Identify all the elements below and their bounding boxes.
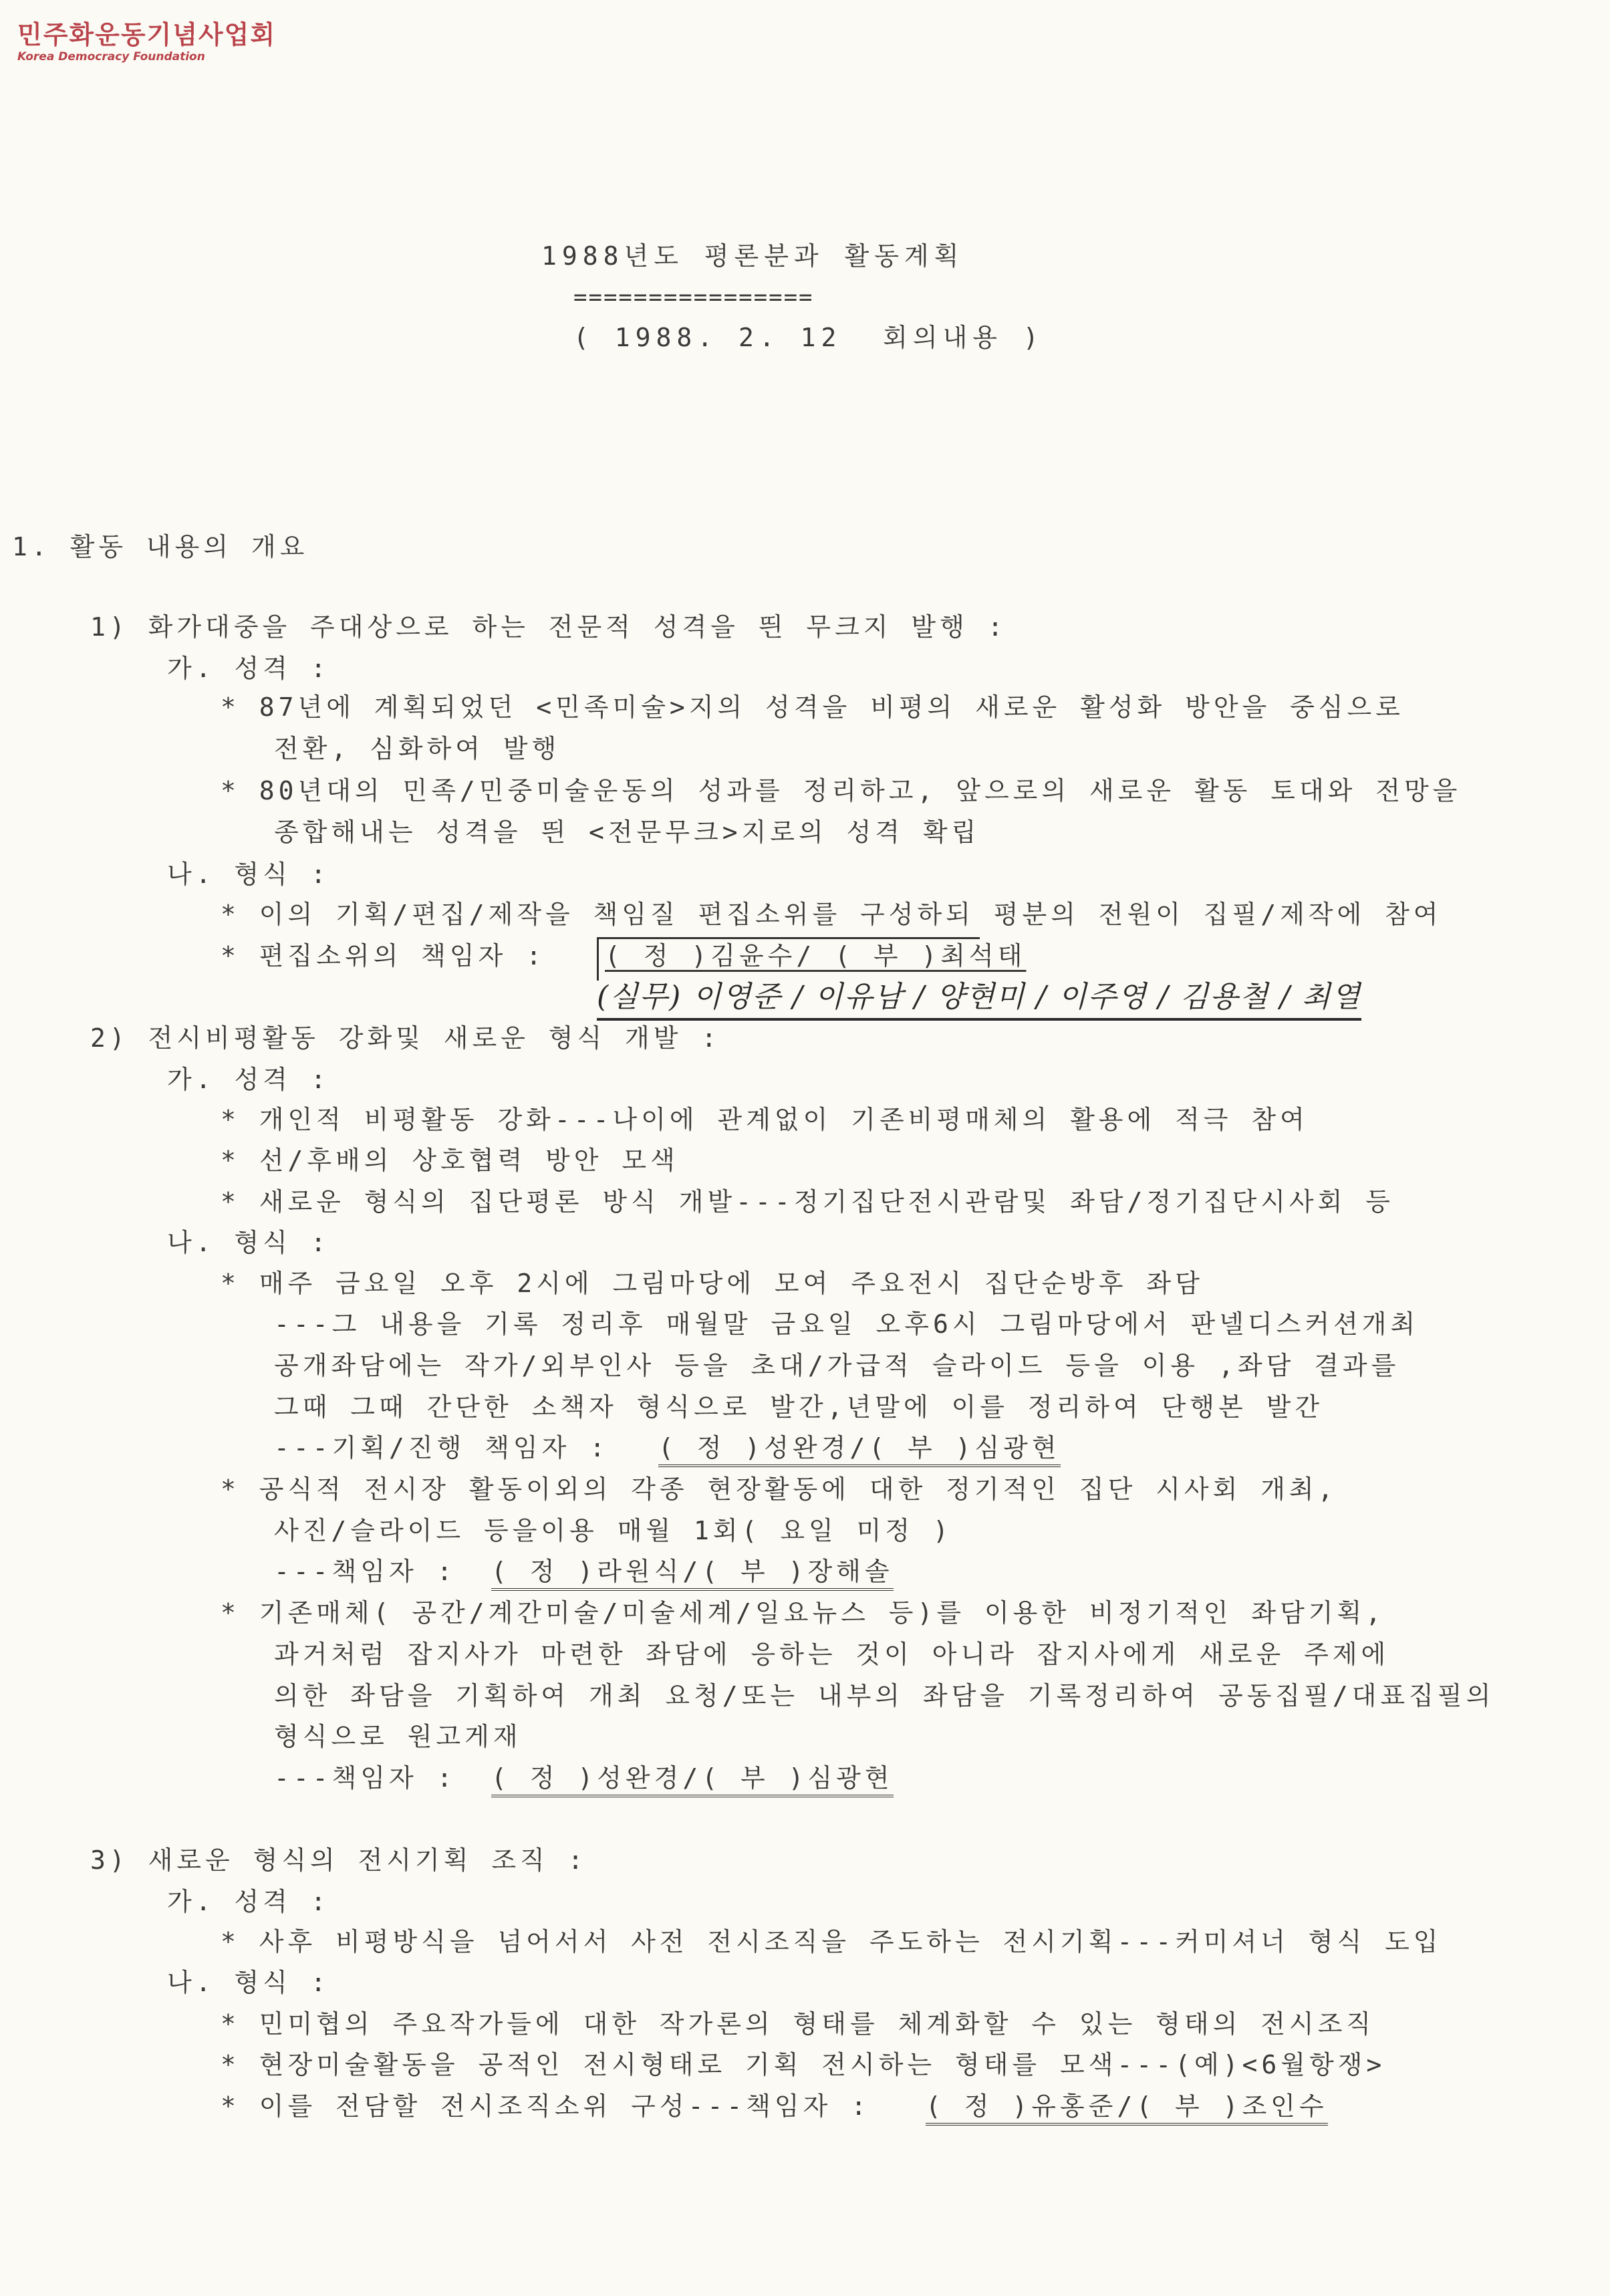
item-heading: 나. 형식 : (167, 1228, 330, 1257)
bullet-text: * 선/후배의 상호협력 방안 모색 (221, 1146, 679, 1175)
responsible-names: ( 정 )성완경/( 부 )심광현 (658, 1432, 1061, 1467)
bullet-text: * 기존매체( 공간/계간미술/미술세계/일요뉴스 등)를 이용한 비정기적인 좌담기획, (221, 1598, 1385, 1628)
bullet-text: * 사후 비평방식을 넘어서서 사전 전시조직을 주도하는 전시기획---커미셔너 형식 도입 (221, 1927, 1442, 1956)
bullet-text: * 민미협의 주요작가들에 대한 작가론의 형태를 체계화할 수 있는 형태의 전시조직 (221, 2009, 1375, 2039)
bullet-text: * 80년대의 민족/민중미술운동의 성과를 정리하고, 앞으로의 새로운 활동 토대와 전망을 (221, 776, 1462, 805)
bullet-text-cont: 전환, 심화하여 발행 (274, 734, 561, 763)
section-heading: 1. 활동 내용의 개요 (12, 532, 309, 561)
logo-english-text: Korea Democracy Foundation (17, 50, 205, 63)
item-heading: 가. 성격 : (167, 654, 330, 683)
item-heading: 가. 성격 : (167, 1887, 330, 1916)
bullet-text-cont: 형식으로 원고게재 (274, 1722, 522, 1751)
logo-korean-text: 민주화운동기념사업회 (17, 19, 277, 49)
bullet-label: * 이를 전담할 전시조직소위 구성---책임자 : (221, 2091, 871, 2121)
bullet-text-cont: 사진/슬라이드 등을이용 매월 1회( 요일 미정 ) (274, 1516, 952, 1545)
document-title: 1988년도 평론분과 활동계획 (541, 241, 964, 271)
bullet-label: ---책임자 : (274, 1557, 456, 1586)
responsible-names: ( 정 )성완경/( 부 )심광현 (491, 1763, 894, 1797)
item-heading: 가. 성격 : (167, 1065, 330, 1094)
bullet-text: * 공식적 전시장 활동이외의 각종 현장활동에 대한 정기적인 집단 시사회 개최, (221, 1475, 1337, 1504)
bullet-text: * 개인적 비평활동 강화---나이에 관계없이 기존비평매체의 활용에 적극 참여 (221, 1105, 1309, 1134)
subsection-heading: 3) 새로운 형식의 전시기획 조직 : (90, 1845, 587, 1875)
bullet-text-cont: 의한 좌담을 기획하여 개최 요청/또는 내부의 좌담을 기록정리하여 공동집필/대표집필의 (274, 1681, 1495, 1710)
responsible-names: ( 정 )김윤수/ ( 부 )최석태 (605, 941, 1027, 971)
bullet-text: * 87년에 계획되었던 <민족미술>지의 성격을 비평의 새로운 활성화 방안을 중심으로 (221, 692, 1404, 722)
item-heading: 나. 형식 : (167, 1968, 330, 1997)
bullet-text: * 새로운 형식의 집단평론 방식 개발---정기집단전시관람및 좌담/정기집단시사회 등 (221, 1187, 1394, 1217)
responsible-names: ( 정 )라원식/( 부 )장해솔 (491, 1556, 894, 1591)
title-underline: ================ (573, 284, 814, 311)
bullet-text: * 이의 기획/편집/제작을 책임질 편집소위를 구성하되 평분의 전원이 집필/제작에 참여 (221, 900, 1442, 929)
handwritten-note: (실무) 이영준 / 이유남 / 양현미 / 이주영 / 김용철 / 최열 (597, 973, 1361, 1021)
item-heading: 나. 형식 : (167, 860, 330, 889)
bullet-text-cont: 공개좌담에는 작가/외부인사 등을 초대/가급적 슬라이드 등을 이용 ,좌담 결과를 (274, 1351, 1400, 1380)
bullet-label: ---책임자 : (274, 1763, 456, 1793)
bullet-label: * 편집소위의 책임자 : (221, 941, 546, 971)
bullet-text-cont: 그때 그때 간단한 소책자 형식으로 발간,년말에 이를 정리하여 단행본 발간 (274, 1392, 1324, 1422)
bullet-label: ---기획/진행 책임자 : (274, 1433, 610, 1462)
bullet-text-cont: ---그 내용을 기록 정리후 매월말 금요일 오후6시 그림마당에서 판넬디스커션개최 (274, 1309, 1420, 1339)
bullet-text: * 매주 금요일 오후 2시에 그림마당에 모여 주요전시 집단순방후 좌담 (221, 1269, 1204, 1298)
subsection-heading: 1) 화가대중을 주대상으로 하는 전문적 성격을 띈 무크지 발행 : (90, 612, 1007, 642)
bullet-text-cont: 종합해내는 성격을 띈 <전문무크>지로의 성격 확립 (274, 817, 980, 847)
bullet-text-cont: 과거처럼 잡지사가 마련한 좌담에 응하는 것이 아니라 잡지사에게 새로운 주제에 (274, 1640, 1390, 1669)
meeting-date: ( 1988. 2. 12 회의내용 ) (573, 323, 1044, 352)
foundation-logo (17, 20, 276, 64)
bullet-text: * 현장미술활동을 공적인 전시형태로 기획 전시하는 형태를 모색---(예)<6월항쟁> (221, 2050, 1386, 2079)
responsible-names: ( 정 )유홍준/( 부 )조인수 (926, 2091, 1328, 2126)
subsection-heading: 2) 전시비평활동 강화및 새로운 형식 개발 : (90, 1023, 721, 1053)
